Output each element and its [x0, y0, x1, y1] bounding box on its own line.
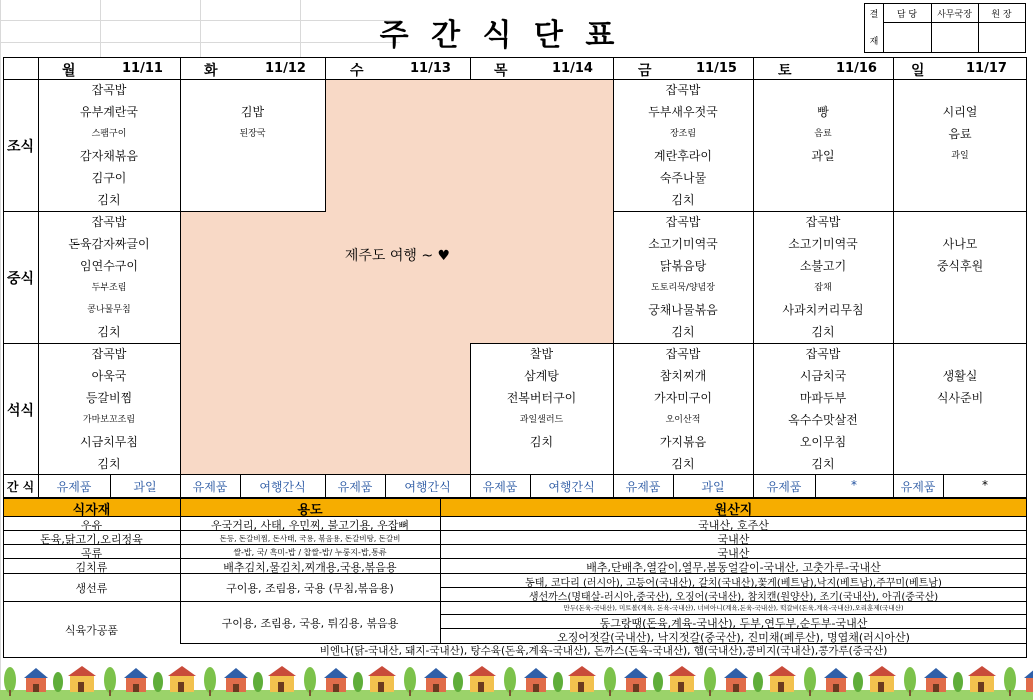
- menu-item: 생활실: [942, 369, 978, 383]
- menu-item: 등갈비찜: [85, 391, 133, 405]
- menu-item: 사과치커리무침: [782, 303, 864, 317]
- menu-item: 두부새우젓국: [648, 105, 718, 119]
- menu-item: 도토리묵/양념장: [651, 283, 715, 293]
- snack-tue-second: 여행간식: [259, 480, 306, 494]
- menu-cell-fri-lunch: [613, 211, 753, 343]
- approval-box: [864, 3, 1026, 53]
- menu-item: 감자채볶음: [80, 149, 138, 163]
- legend-origin: 동태, 코다리 (러시아), 고등어(국내산), 갈치(국내산),꽃게(베트남),낙지(베트남),주꾸미(베트남): [525, 578, 942, 589]
- menu-item: 시금치국: [799, 369, 847, 383]
- menu-item: 중식후원: [936, 259, 984, 273]
- menu-item: 잡곡밥: [665, 83, 701, 97]
- menu-item: 숙주나물: [659, 171, 707, 185]
- menu-item: 옥수수맛살전: [788, 413, 858, 427]
- menu-item: 가자미구이: [654, 391, 712, 405]
- menu-item: 임연수구이: [80, 259, 138, 273]
- legend-origin: 오징어젓갈(국내산), 낙지젓갈(중국산), 진미채(페루산), 명엽채(러시아산): [557, 631, 910, 644]
- menu-item: 빵: [817, 105, 829, 119]
- menu-cell-thu-dinner: [470, 343, 613, 453]
- menu-item: 된장국: [239, 129, 266, 139]
- approval-col-director: 원 장: [991, 10, 1012, 20]
- date-sun: 11/17: [966, 61, 1007, 76]
- menu-item: 전복버터구이: [506, 391, 577, 405]
- menu-cell-fri-dinner: [613, 343, 753, 475]
- menu-item: 잡곡밥: [91, 83, 127, 97]
- menu-item: 시리얼: [942, 105, 978, 119]
- menu-item: 과일: [951, 151, 969, 161]
- menu-cell-mon-breakfast: [38, 79, 180, 211]
- trip-note: 제주도 여행 ~ ♥: [344, 248, 451, 264]
- day-thu: 목: [494, 63, 508, 79]
- legend-cat: 생선류: [75, 582, 108, 595]
- legend-origin: 비엔나(닭-국내산, 돼지-국내산), 탕수육(돈육,계육-국내산), 돈까스(돈육-국내산), 햄(국내산),콩비지(국내산),콩가루(중국산): [319, 645, 888, 657]
- legend-use: 구이용, 조림용, 국용, 튀김용, 볶음용: [221, 617, 399, 630]
- snack-sat-second: *: [851, 478, 857, 492]
- row-label-breakfast: 조식: [6, 139, 35, 155]
- legend-use: 구이용, 조림용, 국용 (무침,볶음용): [226, 582, 394, 595]
- snack-mon-dairy: 유제품: [56, 480, 92, 494]
- snack-sat-dairy: 유제품: [766, 480, 802, 494]
- menu-cell-sat-lunch: [753, 211, 893, 343]
- legend-origin: 국내산, 호주산: [698, 519, 769, 532]
- day-mon: 월: [62, 63, 76, 79]
- menu-item: 잡곡밥: [91, 347, 127, 361]
- menu-cell-sat-dinner: [753, 343, 893, 475]
- day-sat: 토: [778, 63, 792, 79]
- row-label-lunch: 중식: [6, 271, 35, 287]
- date-thu: 11/14: [552, 61, 593, 76]
- menu-item: 과일샐러드: [519, 415, 564, 425]
- legend-cat: 우유: [80, 519, 103, 532]
- day-sun: 일: [911, 63, 925, 79]
- snack-thu-dairy: 유제품: [482, 480, 518, 494]
- menu-item: 과일: [811, 149, 835, 163]
- menu-item: 소불고기: [799, 259, 847, 273]
- approval-label-bottom: 재: [869, 37, 879, 47]
- snack-sun-second: *: [982, 478, 988, 492]
- menu-item: 마파두부: [799, 391, 847, 405]
- snack-fri-second: 과일: [701, 480, 725, 494]
- menu-item: 오이산적: [665, 415, 701, 425]
- row-label-snack: 간 식: [6, 480, 35, 494]
- date-sat: 11/16: [836, 61, 877, 76]
- legend-origin: 만두(돈육-국내산), 미트볼(계육, 돈육-국내산), 너비아니(계육,돈육-국내산), 떡갈비(돈육,계육-국내산),오리훈제(국내산): [563, 604, 904, 612]
- menu-item: 유부계란국: [80, 105, 138, 119]
- menu-item: 궁채나물볶음: [648, 303, 718, 317]
- menu-cell-sun-dinner: [893, 365, 1027, 409]
- menu-item: 잡곡밥: [805, 347, 841, 361]
- legend-cat: 돈육,닭고기,오리정육: [40, 533, 143, 546]
- menu-item: 김치: [811, 325, 835, 339]
- menu-item: 김치: [97, 193, 121, 207]
- menu-item: 찰밥: [529, 347, 554, 361]
- legend-use: 배추김치,물김치,찌개용,국용,볶음용: [223, 561, 397, 574]
- approval-col-secretary: 사무국장: [937, 10, 972, 20]
- date-mon: 11/11: [122, 61, 163, 76]
- menu-item: 김밥: [240, 105, 265, 119]
- legend-header-ingredient: 식자재: [72, 503, 111, 518]
- menu-item: 잡곡밥: [665, 215, 701, 229]
- legend-cat: 곡류: [80, 547, 103, 560]
- menu-item: 김치: [811, 457, 835, 471]
- legend-use: 쌀-밥, 국/ 흑미-밥 / 찹쌀-밥/ 누룽지-밥,통류: [233, 548, 387, 557]
- menu-cell-mon-lunch: [38, 211, 180, 343]
- menu-cell-fri-breakfast: [613, 79, 753, 211]
- menu-item: 잡채: [814, 283, 832, 293]
- legend-use: 우국거리, 사태, 우민찌, 불고기용, 우잡뼈: [211, 519, 409, 532]
- snack-tue-dairy: 유제품: [192, 480, 228, 494]
- day-wed: 수: [350, 63, 364, 79]
- menu-item: 김치: [671, 325, 695, 339]
- menu-item: 닭볶음탕: [659, 259, 707, 273]
- menu-cell-sun-lunch: [893, 233, 1027, 277]
- snack-sun-dairy: 유제품: [900, 480, 936, 494]
- date-tue: 11/12: [265, 61, 306, 76]
- legend-cat: 김치류: [75, 561, 108, 574]
- menu-item: 삼계탕: [524, 369, 559, 383]
- legend-cat: 식육가공품: [64, 624, 119, 637]
- date-wed: 11/13: [410, 61, 451, 76]
- menu-item: 두부조림: [91, 283, 127, 293]
- menu-item: 식사준비: [936, 391, 984, 405]
- snack-thu-second: 여행간식: [548, 480, 595, 494]
- snack-wed-second: 여행간식: [404, 480, 451, 494]
- legend-header-origin: 원산지: [714, 503, 753, 518]
- legend-origin: 국내산: [717, 533, 750, 546]
- menu-item: 사나모: [942, 237, 978, 251]
- snack-mon-second: 과일: [133, 480, 157, 494]
- menu-item: 김치: [671, 193, 695, 207]
- menu-item: 가지볶음: [659, 435, 707, 449]
- page-title: 주 간 식 단 표: [379, 18, 621, 53]
- village-border-image: [0, 660, 1033, 700]
- menu-item: 소고기미역국: [788, 237, 858, 251]
- menu-cell-sat-breakfast: [753, 101, 893, 167]
- menu-item: 콩나물무침: [87, 305, 131, 315]
- menu-item: 김치: [529, 435, 554, 449]
- approval-label-top: 결: [869, 10, 879, 20]
- legend-header-usage: 용도: [297, 503, 323, 518]
- menu-item: 아욱국: [91, 369, 127, 383]
- legend-origin: 국내산: [717, 547, 750, 560]
- snack-fri-dairy: 유제품: [625, 480, 661, 494]
- menu-cell-sun-breakfast: [893, 101, 1027, 167]
- date-fri: 11/15: [696, 61, 737, 76]
- legend-origin: 생선까스(명태살-러시아,중국산), 오징어(국내산), 참치캔(원양산), 조기(국내산), 아귀(중국산): [528, 592, 939, 603]
- menu-item: 계란후라이: [654, 149, 712, 163]
- menu-item: 김치: [97, 457, 121, 471]
- menu-item: 참치찌개: [659, 369, 707, 383]
- menu-item: 돈육감자짜글이: [68, 237, 150, 251]
- menu-item: 김구이: [91, 171, 127, 185]
- day-tue: 화: [204, 63, 218, 79]
- menu-item: 음료: [948, 127, 972, 141]
- menu-item: 가마보꼬조림: [82, 415, 136, 425]
- menu-item: 장조림: [669, 129, 697, 139]
- menu-cell-mon-dinner: [38, 343, 180, 475]
- legend-origin: 동그랑땡(돈육,계육-국내산), 두부,연두부,순두부-국내산: [599, 617, 868, 630]
- menu-item: 잡곡밥: [805, 215, 841, 229]
- snack-wed-dairy: 유제품: [337, 480, 373, 494]
- menu-item: 시금치무침: [80, 435, 138, 449]
- row-label-dinner: 석식: [6, 403, 35, 419]
- menu-item: 잡곡밥: [665, 347, 701, 361]
- menu-item: 오이무침: [799, 435, 847, 449]
- menu-item: 김치: [671, 457, 695, 471]
- menu-item: 스팸구이: [91, 129, 127, 139]
- approval-col-charge: 담 당: [896, 10, 918, 20]
- legend-use: 돈등, 돈갈비찜, 돈사태, 국용, 볶음용, 돈갈비탕, 돈갈비: [219, 534, 401, 543]
- menu-item: 음료: [814, 129, 832, 139]
- menu-item: 소고기미역국: [648, 237, 718, 251]
- menu-cell-tue-breakfast: [180, 101, 325, 145]
- menu-item: 김치: [97, 325, 121, 339]
- menu-item: 잡곡밥: [91, 215, 127, 229]
- legend-origin: 배추,단배추,열갈이,열무,봄동얼갈이-국내산, 고춧가루-국내산: [586, 561, 881, 574]
- day-fri: 금: [638, 63, 652, 79]
